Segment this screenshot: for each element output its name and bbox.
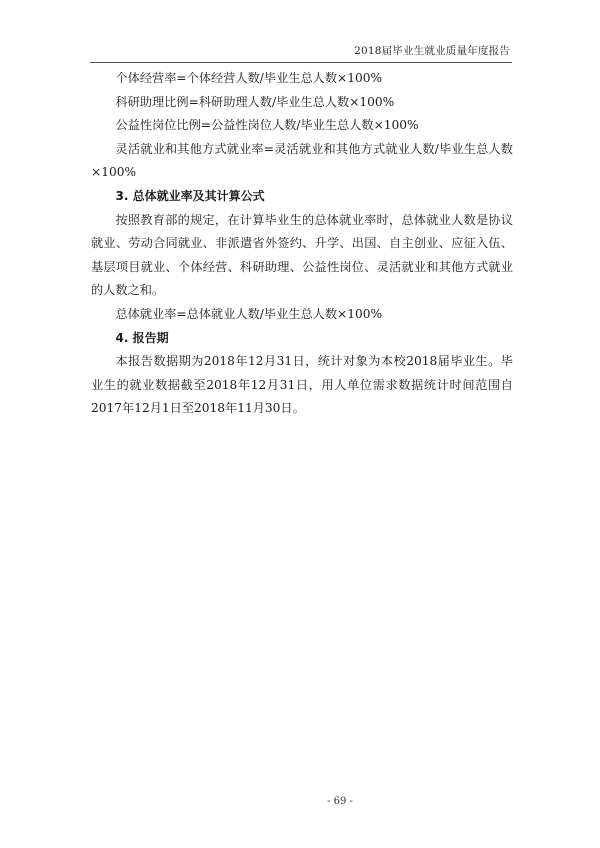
formula-public-welfare-ratio: 公益性岗位比例=公益性岗位人数/毕业生总人数×100% (115, 118, 419, 133)
header-divider (90, 62, 512, 63)
formula-research-assistant-ratio: 科研助理比例=科研助理人数/毕业生总人数×100% (115, 94, 395, 109)
section-3-paragraph: 按照教育部的规定，在计算毕业生的总体就业率时，总体就业人数是协议就业、劳动合同就业、非派遣省外签约、升学、出国、自主创业、应征入伍、基层项目就业、个体经营、科研助理、公益性岗位、灵活就业和其他方式就业的人数之和。 (91, 212, 513, 298)
formula-flexible-employment-rate: 灵活就业和其他方式就业率=灵活就业和其他方式就业人数/毕业生总人数×100% (91, 141, 513, 180)
page-body (91, 67, 513, 421)
formula-self-employed-rate: 个体经营率=个体经营人数/毕业生总人数×100% (115, 71, 383, 85)
formula-overall-employment-rate: 总体就业率=总体就业人数/毕业生总人数×100% (115, 306, 383, 321)
running-header-title: 2018届毕业生就业质量年度报告 (354, 45, 510, 57)
section-4-heading: 4. 报告期 (115, 330, 169, 345)
section-4-paragraph: 本报告数据期为2018年12月31日，统计对象为本校2018届毕业生。毕业生的就业数据截至2018年12月31日，用人单位需求数据统计时间范围自2017年12月1日至2018年11月30日。 (91, 354, 513, 416)
section-3-heading: 3. 总体就业率及其计算公式 (115, 188, 265, 203)
page-number: - 69 - (327, 796, 353, 807)
